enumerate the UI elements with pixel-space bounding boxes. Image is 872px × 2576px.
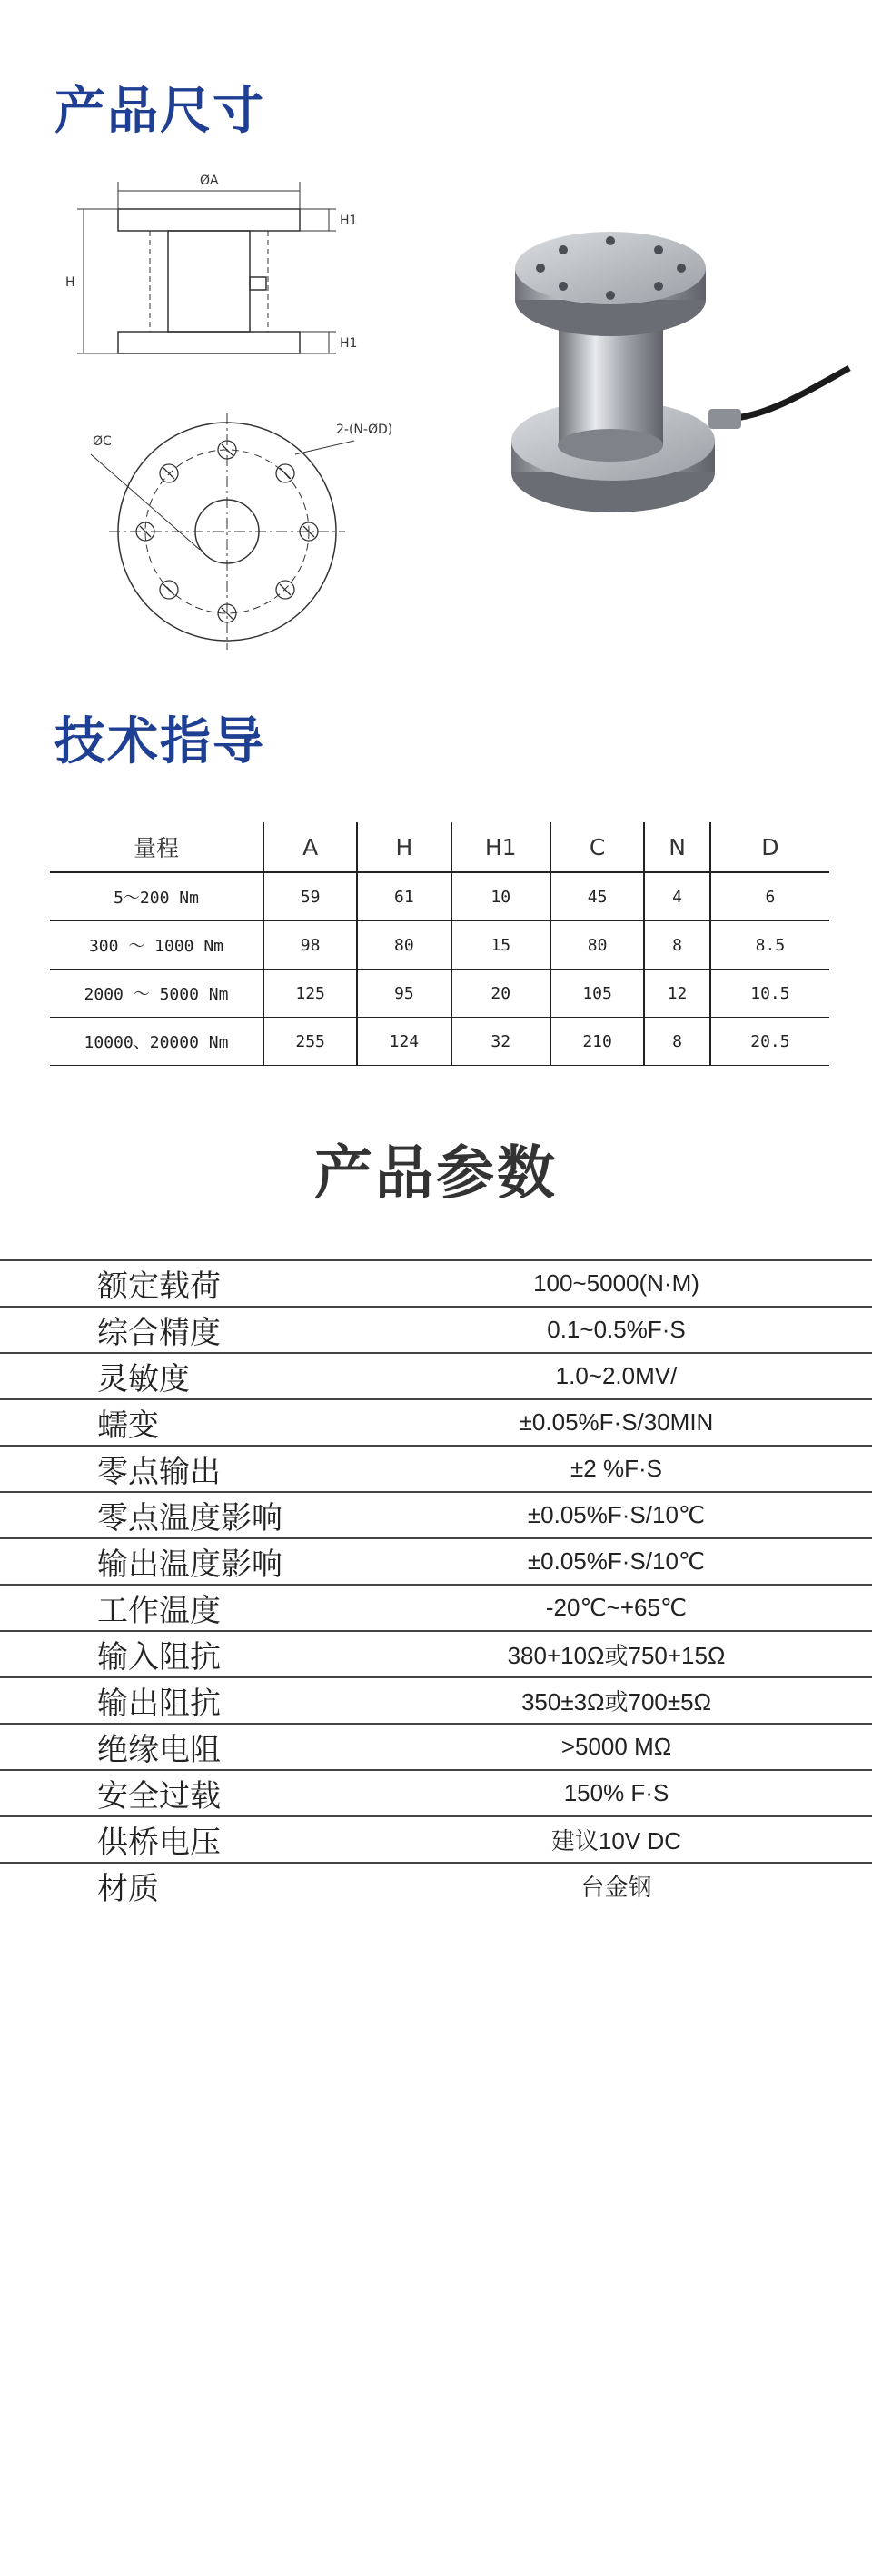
table-row [50,921,829,970]
param-label: 工作温度 [0,1585,488,1631]
param-value: 150% F·S [488,1770,872,1816]
param-row [0,1816,872,1863]
cell-h1: 20 [451,970,550,1018]
cell-c: 105 [550,970,644,1018]
cell-c: 210 [550,1018,644,1066]
param-row [0,1492,872,1538]
label-h: H [65,275,75,290]
cell-a: 125 [263,970,357,1018]
param-row [0,1353,872,1399]
param-value: 台金钢 [488,1863,872,1908]
param-value: 建议10V DC [488,1816,872,1863]
cell-n: 12 [644,970,710,1018]
cell-d: 6 [710,872,829,921]
param-label: 零点输出 [0,1446,488,1492]
label-h1-top: H1 [340,214,358,228]
param-label: 零点温度影响 [0,1492,488,1538]
cell-range: 2000 ～ 5000 Nm [50,970,263,1018]
param-row [0,1446,872,1492]
param-row [0,1260,872,1307]
param-label: 输出阻抗 [0,1677,488,1724]
param-row [0,1631,872,1677]
cell-range: 300 ～ 1000 Nm [50,921,263,970]
section-title-technical: 技术指导 [54,712,265,771]
cell-h1: 15 [451,921,550,970]
label-c: ØC [93,434,112,449]
param-label: 综合精度 [0,1307,488,1353]
cell-n: 8 [644,921,710,970]
param-row [0,1677,872,1724]
cell-n: 8 [644,1018,710,1066]
table-header-row [50,822,829,872]
header-d: D [710,822,829,872]
cell-a: 59 [263,872,357,921]
cell-d: 20.5 [710,1018,829,1066]
header-c: C [550,822,644,872]
param-label: 绝缘电阻 [0,1724,488,1770]
label-holes: 2-(N-ØD) [336,423,393,437]
cell-h: 61 [357,872,451,921]
param-value: ±0.05%F·S/10℃ [488,1538,872,1585]
param-row [0,1307,872,1353]
param-label: 额定载荷 [0,1260,488,1307]
param-value: 0.1~0.5%F·S [488,1307,872,1353]
cell-h: 80 [357,921,451,970]
param-value: ±0.05%F·S/30MIN [488,1399,872,1446]
param-value: -20℃~+65℃ [488,1585,872,1631]
param-label: 输出温度影响 [0,1538,488,1585]
param-value: 100~5000(N·M) [488,1260,872,1307]
technical-table [50,822,829,1066]
section-title-dimensions: 产品尺寸 [54,82,265,141]
param-label: 安全过载 [0,1770,488,1816]
param-label: 供桥电压 [0,1816,488,1863]
cell-c: 45 [550,872,644,921]
param-value: ±2 %F·S [488,1446,872,1492]
param-label: 材质 [0,1863,488,1908]
header-h: H [357,822,451,872]
param-value: 350±3Ω或700±5Ω [488,1677,872,1724]
param-row [0,1770,872,1816]
label-h1-bottom: H1 [340,336,358,351]
cell-d: 8.5 [710,921,829,970]
table-row [50,970,829,1018]
param-value: 1.0~2.0MV/ [488,1353,872,1399]
param-row [0,1585,872,1631]
cell-a: 255 [263,1018,357,1066]
param-row [0,1863,872,1908]
cell-range: 5～200 Nm [50,872,263,921]
param-row [0,1538,872,1585]
header-h1: H1 [451,822,550,872]
label-a: ØA [200,174,219,188]
table-row [50,872,829,921]
cell-h1: 32 [451,1018,550,1066]
section-title-params: 产品参数 [314,1140,558,1208]
param-row [0,1399,872,1446]
cell-h: 95 [357,970,451,1018]
param-value: 380+10Ω或750+15Ω [488,1631,872,1677]
param-row [0,1724,872,1770]
cell-n: 4 [644,872,710,921]
param-value: >5000 MΩ [488,1724,872,1770]
param-value: ±0.05%F·S/10℃ [488,1492,872,1538]
param-label: 灵敏度 [0,1353,488,1399]
param-label: 蠕变 [0,1399,488,1446]
param-label: 输入阻抗 [0,1631,488,1677]
cell-c: 80 [550,921,644,970]
header-a: A [263,822,357,872]
cell-d: 10.5 [710,970,829,1018]
cell-h: 124 [357,1018,451,1066]
table-row [50,1018,829,1066]
header-range: 量程 [50,822,263,872]
dimension-drawing [64,168,427,659]
product-photo [509,232,854,532]
params-table [0,1259,872,1908]
header-n: N [644,822,710,872]
cell-range: 10000、20000 Nm [50,1018,263,1066]
cell-a: 98 [263,921,357,970]
cell-h1: 10 [451,872,550,921]
